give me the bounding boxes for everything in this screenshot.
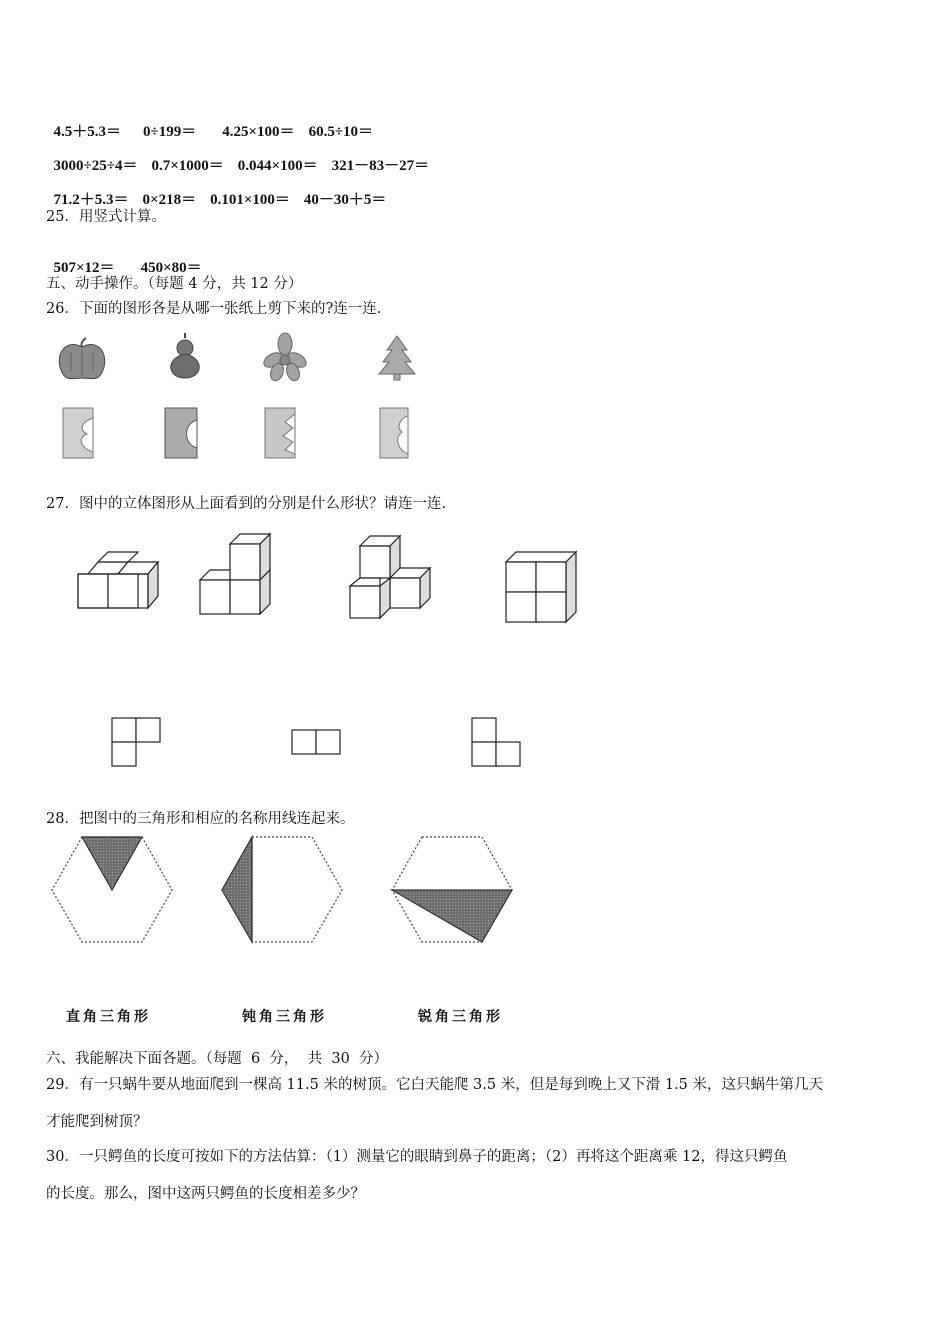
calc-item: 321－83－27＝ xyxy=(331,158,430,174)
calc-item: 60.5÷10＝ xyxy=(308,124,374,140)
calc-row-2 xyxy=(46,137,429,175)
q27-text: 27．图中的立体图形从上面看到的分别是什么形状？请连一连. xyxy=(46,496,447,512)
calc-item: 40－30＋5＝ xyxy=(303,192,387,208)
calc-row-1 xyxy=(46,103,373,141)
folded-paper-4-icon xyxy=(380,408,408,458)
top-view-2 xyxy=(292,730,340,754)
section-5-heading: 五、动手操作。（每题 4 分，共 12 分） xyxy=(46,276,303,292)
calc-item: 4.5＋5.3＝ xyxy=(53,124,122,140)
q29-line-2: 才能爬到树顶？ xyxy=(46,1114,148,1130)
solid-3 xyxy=(350,536,430,618)
calc-item: 4.25×100＝ xyxy=(222,124,295,140)
q30-line-2: 的长度。那么，图中这两只鳄鱼的长度相差多少？ xyxy=(46,1186,365,1202)
q30-line-1: 30．一只鳄鱼的长度可按如下的方法估算：（1）测量它的眼睛到鼻子的距离；（2）再将这个距离乘 12，得这只鳄鱼 xyxy=(46,1149,788,1165)
flower-cutout-icon xyxy=(261,333,308,383)
q27-figures xyxy=(70,530,590,775)
q26-figures xyxy=(55,330,435,470)
solid-4 xyxy=(506,552,576,622)
calc-row-3 xyxy=(46,171,386,209)
hexagon-2 xyxy=(222,837,342,942)
label-obtuse-triangle: 钝角三角形 xyxy=(242,1009,327,1025)
q25-item: 507×12＝ xyxy=(53,260,115,276)
tree-cutout-icon xyxy=(379,336,415,380)
q25-item: 450×80＝ xyxy=(140,260,202,276)
label-right-triangle: 直角三角形 xyxy=(66,1009,151,1025)
apple-cutout-icon xyxy=(59,338,105,379)
top-view-3 xyxy=(472,718,520,766)
label-acute-triangle: 锐角三角形 xyxy=(418,1009,503,1025)
hexagon-3 xyxy=(392,837,512,942)
folded-paper-2-icon xyxy=(165,408,197,458)
solid-1 xyxy=(78,552,158,608)
q26-text: 26．下面的图形各是从哪一张纸上剪下来的?连一连. xyxy=(46,301,382,317)
calc-item: 0.7×1000＝ xyxy=(151,158,224,174)
calc-item: 71.2＋5.3＝ xyxy=(53,192,129,208)
calc-item: 0÷199＝ xyxy=(143,124,197,140)
gourd-cutout-icon xyxy=(171,333,200,378)
q29-line-1: 29．有一只蜗牛要从地面爬到一棵高 11.5 米的树顶。它白天能爬 3.5 米，但是每到晚上又下滑 1.5 米，这只蜗牛第几天 xyxy=(46,1077,824,1093)
q28-text: 28．把图中的三角形和相应的名称用线连起来。 xyxy=(46,811,355,827)
calc-item: 3000÷25÷4＝ xyxy=(53,158,138,174)
top-view-1 xyxy=(112,718,160,766)
section-6-heading: 六、我能解决下面各题。（每题 6 分， 共 30 分） xyxy=(46,1051,389,1067)
calc-item: 0.044×100＝ xyxy=(237,158,318,174)
calc-item: 0.101×100＝ xyxy=(210,192,290,208)
solid-2 xyxy=(200,534,270,614)
q28-hexagons xyxy=(48,832,528,948)
q25-title: 25．用竖式计算。 xyxy=(46,209,166,225)
folded-paper-3-icon xyxy=(265,408,295,458)
hexagon-1 xyxy=(52,837,172,942)
calc-item: 0×218＝ xyxy=(142,192,197,208)
folded-paper-1-icon xyxy=(63,408,93,458)
